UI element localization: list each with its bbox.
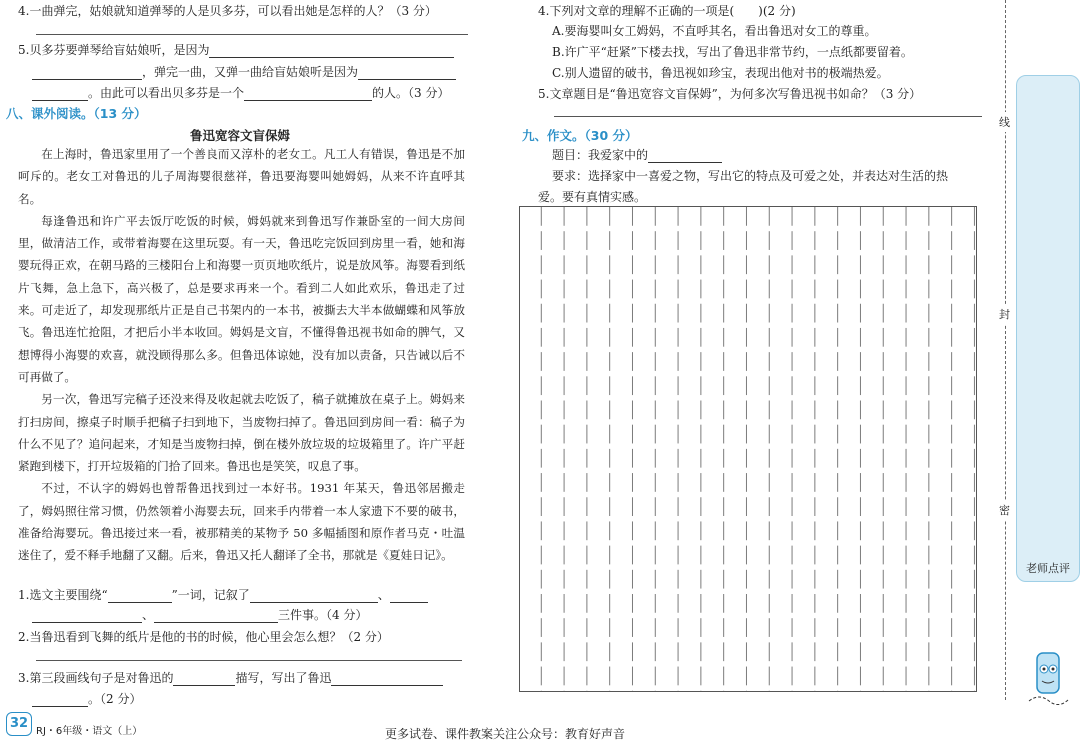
binding-char-feng: 封 <box>999 304 1010 324</box>
answer-blank[interactable] <box>358 66 456 80</box>
paragraph: 在上海时，鲁迅家里用了一个善良而又淳朴的老女工。凡工人有错误，鲁迅是不加呵斥的。老女工对鲁迅的儿子周海婴很慈祥，鲁迅要海婴叫她姆妈，从来不许直呼其名。 <box>18 147 465 206</box>
question-5-part-b: ，弹完一曲，又弹一曲给盲姑娘听是因为 <box>142 65 359 79</box>
paragraph: 另一次，鲁迅写完稿子还没来得及收起就去吃饭了，稿子就摊放在桌子上。姆妈来打扫房间，擦桌子时顺手把稿子扫到地下，当废物扫掉了。鲁迅回到房间一看：稿子为什么不见了？追问起来，才知是当废物扫掉，倒在楼外放垃圾的垃圾箱里了。许广平赶紧跑到楼下，打开垃圾箱的门拾了回来。鲁迅也是笑笑，叹息了事。 <box>18 392 465 474</box>
answer-blank[interactable] <box>32 87 88 101</box>
question-5-part-c: 。由此可以看出贝多芬是一个 <box>88 86 245 100</box>
binding-line <box>1005 0 1006 700</box>
pencil-mascot-icon <box>1025 645 1073 713</box>
question-4-left: 4.一曲弹完，姑娘就知道弹琴的人是贝多芬，可以看出她是怎样的人？（3 分） <box>18 4 437 18</box>
grade-label: RJ・6年级・语文（上） <box>36 726 143 737</box>
passage-body <box>18 143 465 567</box>
reading-question-1-line2 <box>32 606 367 623</box>
option-a[interactable]: A.要海婴叫女工姆妈，不直呼其名，看出鲁迅对女工的尊重。 <box>552 24 877 38</box>
answer-blank[interactable] <box>32 609 142 623</box>
answer-line[interactable] <box>36 660 462 661</box>
paragraph: 不过，不认字的姆妈也曾帮鲁迅找到过一本好书。1931 年某天，鲁迅邻居搬走了，姆妈照往常习惯，仍然领着小海婴去玩，回来手内带着一本人家遗下不要的破书，准备给海婴玩。鲁迅接过来一看，被那精美的某物予 50 多幅插图和原作者马克・吐温迷住了，爱不释手地翻了又翻。后来，鲁迅又托人翻译了全书，那就是《夏娃日记》。 <box>18 481 465 563</box>
topic-text: 题目：我爱家中的 <box>552 148 649 162</box>
composition-topic <box>552 146 722 163</box>
rq1-text-d: 、 <box>142 608 155 622</box>
section-9-heading: 九、作文。（30 分） <box>522 128 638 143</box>
answer-blank[interactable] <box>209 44 454 58</box>
answer-blank[interactable] <box>154 609 278 623</box>
answer-line[interactable] <box>36 34 468 35</box>
question-5-line2 <box>32 63 456 80</box>
answer-blank[interactable] <box>331 672 443 686</box>
rq1-text-c: 、 <box>377 588 390 602</box>
option-b[interactable]: B.许广平“赶紧”下楼去找，写出了鲁迅非常节约，一点纸都要留着。 <box>552 45 913 59</box>
binding-char-xian: 线 <box>999 112 1010 132</box>
binding-char-mi: 密 <box>999 500 1010 520</box>
answer-blank[interactable] <box>244 87 372 101</box>
footer-note: 更多试卷、课件教案关注公众号：教育好声音 <box>385 727 626 741</box>
writing-grid[interactable] <box>519 206 977 692</box>
rq3-text-c: 。（2 分） <box>88 692 142 706</box>
topic-blank[interactable] <box>648 149 722 163</box>
answer-blank[interactable] <box>390 589 428 603</box>
passage-title: 鲁迅宽容文盲保姆 <box>190 128 291 143</box>
rq1-text-e: 三件事。（4 分） <box>278 608 368 622</box>
paragraph: 每逢鲁迅和许广平去饭厅吃饭的时候，姆妈就来到鲁迅写作兼卧室的一间大房间里，做清洁工作，或带着海婴在这里玩耍。有一天，鲁迅吃完饭回到房里一看，她和海婴玩得正欢，在朝马路的三楼阳台上和海婴一页页地吹纸片，说是放风筝。海婴看到纸片飞舞，急上急下，高兴极了，总是要求再来一个。看到二人如此欢乐，鲁迅走了过来。可走近了，却发现那纸片正是自己书架内的一本书，被撕去大半本做蝴蝶和风筝放飞。鲁迅连忙抢阻，才把后小半本收回。姆妈是文盲，不懂得鲁迅视书如命的脾气，又想博得小海婴的欢喜，就没顾得那么多。但鲁迅体谅她，没有加以责备，只告诫以后不可再做了。 <box>18 213 465 384</box>
question-5-line1 <box>18 41 454 58</box>
reading-question-2: 2.当鲁迅看到飞舞的纸片是他的书的时候，他心里会怎么想？（2 分） <box>18 630 389 644</box>
teacher-comment-label: 老师点评 <box>1026 562 1070 575</box>
teacher-comment-panel[interactable] <box>1016 75 1080 582</box>
question-5-line3 <box>32 84 449 101</box>
rq3-text-b: 描写，写出了鲁迅 <box>235 671 332 685</box>
composition-req-1: 要求：选择家中一喜爱之物，写出它的特点及可爱之处，并表达对生活的热 <box>552 169 949 183</box>
answer-blank[interactable] <box>32 693 88 707</box>
page-number-badge: 32 <box>6 712 32 736</box>
composition-req-2: 爱。要有真情实感。 <box>538 190 647 204</box>
section-8-heading: 八、课外阅读。（13 分） <box>6 106 147 121</box>
question-5-part-a: 5.贝多芬要弹琴给盲姑娘听，是因为 <box>18 43 210 57</box>
answer-blank[interactable] <box>108 589 172 603</box>
rq1-text-a: 1.选文主要围绕“ <box>18 588 108 602</box>
answer-blank[interactable] <box>250 589 378 603</box>
answer-blank[interactable] <box>32 66 142 80</box>
reading-question-3-line2 <box>32 690 141 707</box>
answer-blank[interactable] <box>173 672 235 686</box>
rq1-text-b: ”一词，记叙了 <box>171 588 250 602</box>
option-c[interactable]: C.别人遗留的破书，鲁迅视如珍宝，表现出他对书的极端热爱。 <box>552 66 889 80</box>
reading-question-3 <box>18 669 443 686</box>
answer-line[interactable] <box>554 116 982 117</box>
question-5-part-d: 的人。（3 分） <box>372 86 450 100</box>
rq3-text-a: 3.第三段画线句子是对鲁迅的 <box>18 671 174 685</box>
question-5-right: 5.文章题目是“鲁迅宽容文盲保姆”，为何多次写鲁迅视书如命？（3 分） <box>538 87 922 101</box>
question-4-right: 4.下列对文章的理解不正确的一项是( )(2 分) <box>538 4 796 18</box>
reading-question-1 <box>18 586 428 603</box>
